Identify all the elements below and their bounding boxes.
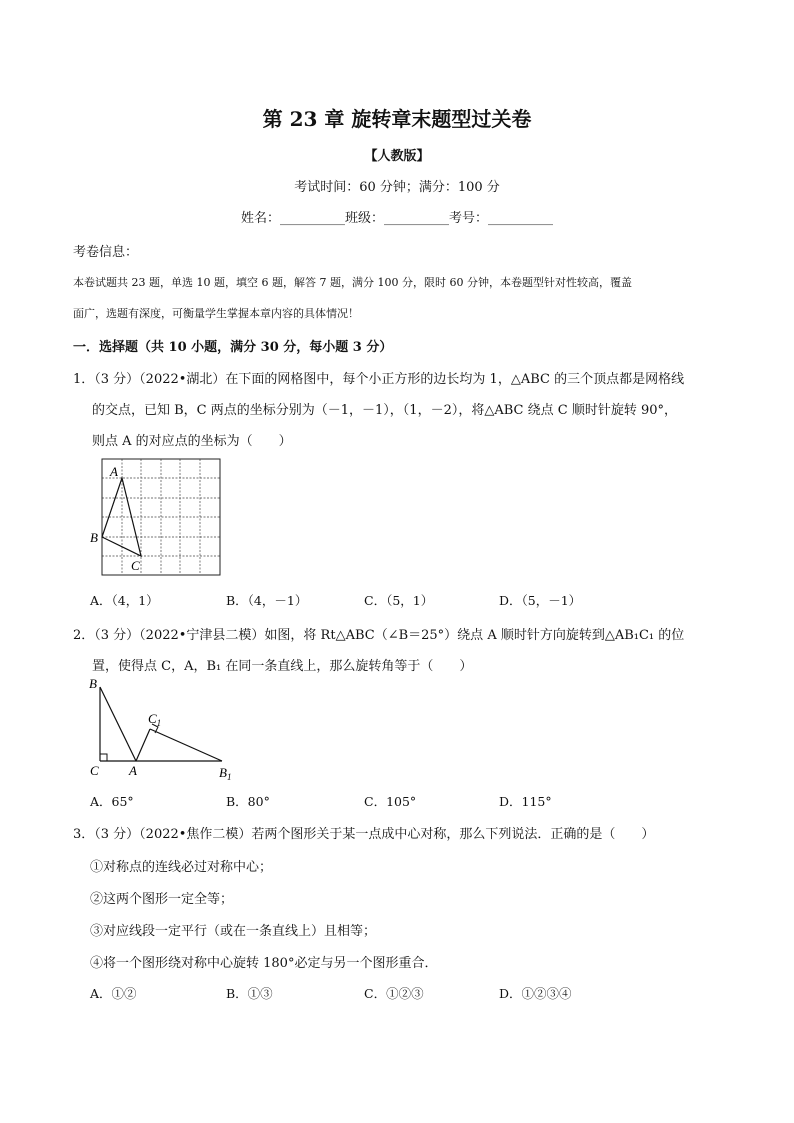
id-label: 考号： xyxy=(449,211,489,226)
q1-line-3: 则点 A 的对应点的坐标为（ ） xyxy=(92,434,292,449)
q3-statement-3: ③对应线段一定平行（或在一条直线上）且相等； xyxy=(90,924,377,939)
label-b1 xyxy=(219,765,231,782)
student-fields xyxy=(0,207,794,226)
class-blank[interactable]: __________ xyxy=(384,211,449,226)
label-c: C xyxy=(90,763,99,778)
q2-option-b[interactable]: B．80° xyxy=(226,794,270,809)
q2-option-a[interactable]: A．65° xyxy=(90,794,134,809)
label-b: B xyxy=(90,530,98,545)
label-c1-subscript: 1 xyxy=(156,718,162,728)
label-c1-letter: C xyxy=(148,711,157,726)
grid-lines xyxy=(102,459,220,575)
segment-ac1 xyxy=(136,729,150,761)
info-line-2: 面广，选题有深度，可衡量学生掌握本章内容的具体情况！ xyxy=(73,307,359,320)
label-b1-subscript: 1 xyxy=(226,772,232,782)
label-a: A xyxy=(129,763,137,778)
exam-time: 考试时间：60 分钟；满分：100 分 xyxy=(294,180,500,195)
name-label: 姓名： xyxy=(240,211,280,226)
q3-option-b[interactable]: B．①③ xyxy=(226,986,273,1001)
id-blank[interactable]: __________ xyxy=(488,211,554,226)
label-c: C xyxy=(131,558,140,573)
q3-line-1: 3．（3 分）（2022•焦作二模）若两个图形关于某一点成中心对称，那么下列说法．正确的是（ ） xyxy=(73,827,655,842)
label-c1 xyxy=(148,711,161,728)
q3-option-d[interactable]: D．①②③④ xyxy=(499,986,572,1001)
name-blank[interactable]: __________ xyxy=(279,211,345,226)
q1-option-a[interactable]: A．（4，1） xyxy=(90,593,159,608)
q1-option-d[interactable]: D．（5，－1） xyxy=(499,593,582,608)
q1-option-b[interactable]: B．（4，－1） xyxy=(226,593,308,608)
q3-option-a[interactable]: A．①② xyxy=(90,986,137,1001)
right-angle-c xyxy=(100,754,107,761)
q3-statement-1: ①对称点的连线必过对称中心； xyxy=(90,860,273,875)
q2-option-d[interactable]: D．115° xyxy=(499,794,552,809)
label-b: B xyxy=(89,676,97,691)
q1-line-1: 1．（3 分）（2022•湖北）在下面的网格图中，每个小正方形的边长均为 1，△ABC 的三个顶点都是网格线 xyxy=(73,372,685,387)
q3-statement-2: ②这两个图形一定全等； xyxy=(90,892,234,907)
label-a: A xyxy=(110,464,118,479)
q3-option-c[interactable]: C．①②③ xyxy=(364,986,424,1001)
q1-grid-figure xyxy=(86,455,226,580)
q1-line-2: 的交点，已知 B，C 两点的坐标分别为（－1，－1），（1，－2），将△ABC 绕点 C 顺时针旋转 90°， xyxy=(92,403,677,418)
label-b1-letter: B xyxy=(219,765,227,780)
q1-option-c[interactable]: C．（5，1） xyxy=(364,593,434,608)
info-line-1: 本卷试题共 23 题，单选 10 题，填空 6 题，解答 7 题，满分 100 分，限时 60 分钟，本卷题型针对性较高，覆盖 xyxy=(73,276,632,289)
info-heading: 考卷信息： xyxy=(73,245,139,260)
section-heading: 一．选择题（共 10 小题，满分 30 分，每小题 3 分） xyxy=(73,340,393,355)
page-title: 第 23 章 旋转章末题型过关卷 xyxy=(262,107,532,131)
q2-line-1: 2．（3 分）（2022•宁津县二模）如图，将 Rt△ABC（∠B＝25°）绕点 A 顺时针方向旋转到△AB₁C₁ 的位 xyxy=(73,628,685,643)
q3-statement-4: ④将一个图形绕对称中心旋转 180°必定与另一个图形重合． xyxy=(90,956,438,971)
segment-c1b1 xyxy=(150,729,222,761)
q2-option-c[interactable]: C．105° xyxy=(364,794,417,809)
q2-line-2: 置，使得点 C，A，B₁ 在同一条直线上，那么旋转角等于（ ） xyxy=(92,659,473,674)
segment-ba xyxy=(100,687,136,761)
class-label: 班级： xyxy=(344,211,384,226)
edition-label: 【人教版】 xyxy=(364,149,430,164)
q2-rotation-figure xyxy=(84,674,254,784)
